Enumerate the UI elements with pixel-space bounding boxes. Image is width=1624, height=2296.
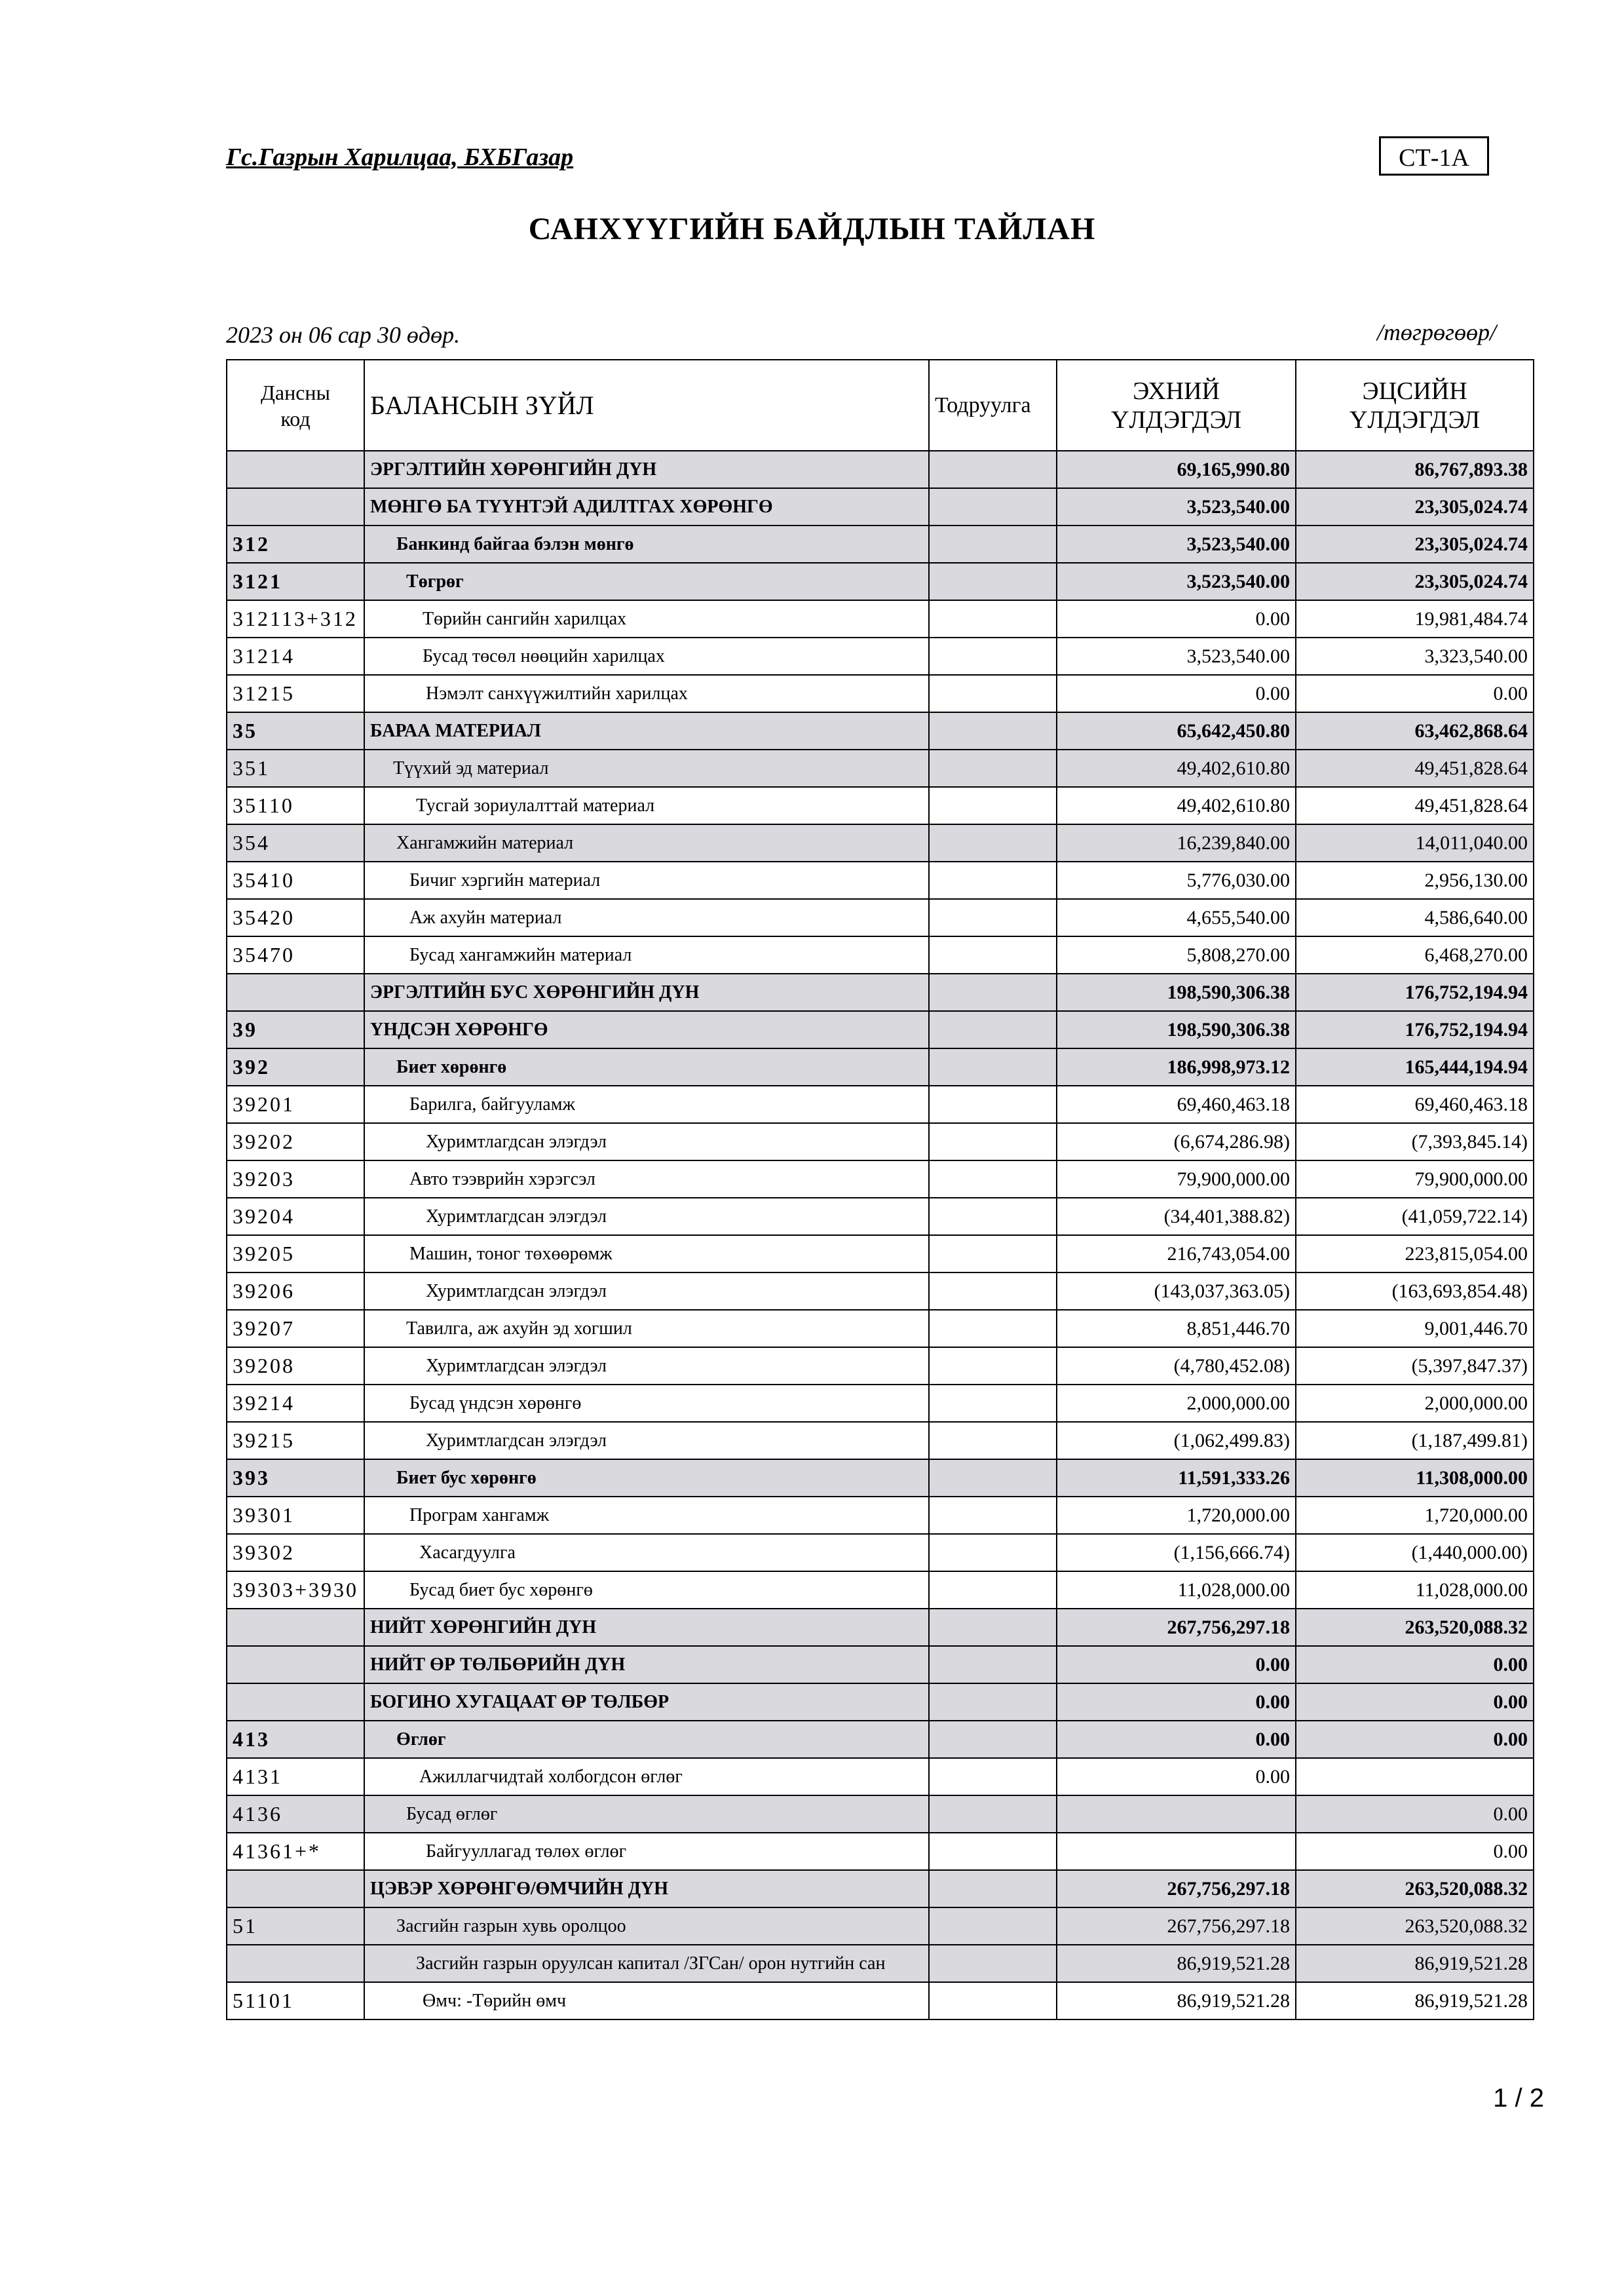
table-row <box>227 1310 1534 1347</box>
closing-balance-cell: 263,520,088.32 <box>1296 1609 1534 1646</box>
note-cell <box>929 712 1057 750</box>
balance-item-cell: Програм хангамж <box>364 1497 929 1534</box>
note-cell <box>929 1459 1057 1497</box>
opening-balance-cell: 3,523,540.00 <box>1057 488 1296 526</box>
table-row <box>227 1982 1534 2019</box>
balance-item-cell: НИЙТ ӨР ТӨЛБӨРИЙН ДҮН <box>364 1646 929 1683</box>
balance-item-cell: Барилга, байгууламж <box>364 1086 929 1123</box>
opening-balance-cell: 69,165,990.80 <box>1057 451 1296 488</box>
currency-unit: /төгрөгөөр/ <box>1376 319 1496 345</box>
table-row <box>227 1721 1534 1758</box>
opening-balance-cell: 49,402,610.80 <box>1057 750 1296 787</box>
opening-balance-cell: 267,756,297.18 <box>1057 1907 1296 1945</box>
table-row <box>227 899 1534 936</box>
note-cell <box>929 1048 1057 1086</box>
closing-balance-cell: 49,451,828.64 <box>1296 750 1534 787</box>
note-cell <box>929 1795 1057 1833</box>
account-code-cell: 41361+* <box>227 1833 364 1870</box>
closing-balance-cell: (1,187,499.81) <box>1296 1422 1534 1459</box>
table-row <box>227 1422 1534 1459</box>
table-row <box>227 1347 1534 1385</box>
opening-balance-cell: 267,756,297.18 <box>1057 1870 1296 1907</box>
balance-item-cell: Хуримтлагдсан элэгдэл <box>364 1422 929 1459</box>
table-row <box>227 1870 1534 1907</box>
opening-balance-cell: (34,401,388.82) <box>1057 1198 1296 1235</box>
closing-balance-cell: (1,440,000.00) <box>1296 1534 1534 1571</box>
closing-balance-cell: 86,919,521.28 <box>1296 1945 1534 1982</box>
balance-item-cell: Бусад биет бус хөрөнгө <box>364 1571 929 1609</box>
closing-balance-cell: 0.00 <box>1296 1683 1534 1721</box>
note-cell <box>929 1272 1057 1310</box>
column-header-closing-line2: ҮЛДЭГДЭЛ <box>1349 406 1481 434</box>
table-row <box>227 936 1534 974</box>
closing-balance-cell: 4,586,640.00 <box>1296 899 1534 936</box>
table-row <box>227 1459 1534 1497</box>
opening-balance-cell: 0.00 <box>1057 1646 1296 1683</box>
account-code-cell: 392 <box>227 1048 364 1086</box>
opening-balance-cell: 4,655,540.00 <box>1057 899 1296 936</box>
note-cell <box>929 1646 1057 1683</box>
balance-item-cell: Хуримтлагдсан элэгдэл <box>364 1198 929 1235</box>
balance-item-cell: Байгууллагад төлөх өглөг <box>364 1833 929 1870</box>
form-code-box: СТ-1А <box>1379 136 1489 176</box>
closing-balance-cell: 0.00 <box>1296 1795 1534 1833</box>
closing-balance-cell: 263,520,088.32 <box>1296 1907 1534 1945</box>
opening-balance-cell <box>1057 1833 1296 1870</box>
note-cell <box>929 1235 1057 1272</box>
closing-balance-cell: 63,462,868.64 <box>1296 712 1534 750</box>
table-row <box>227 1683 1534 1721</box>
balance-item-cell: Авто тээврийн хэрэгсэл <box>364 1160 929 1198</box>
account-code-cell: 39 <box>227 1011 364 1048</box>
balance-item-cell: Засгийн газрын оруулсан капитал /ЗГСан/ орон нутгийн сан <box>364 1945 929 1982</box>
note-cell <box>929 638 1057 675</box>
column-header-opening-line1: ЭХНИЙ <box>1133 377 1220 405</box>
balance-item-cell: МӨНГӨ БА ТҮҮНТЭЙ АДИЛТГАХ ХӨРӨНГӨ <box>364 488 929 526</box>
note-cell <box>929 750 1057 787</box>
balance-item-cell: Бичиг хэргийн материал <box>364 862 929 899</box>
table-row <box>227 1571 1534 1609</box>
note-cell <box>929 1422 1057 1459</box>
balance-item-cell: Бусад хангамжийн материал <box>364 936 929 974</box>
account-code-cell: 4136 <box>227 1795 364 1833</box>
organization-name: Гс.Газрын Харилцаа, БХБГазар <box>226 144 574 171</box>
balance-table-body <box>227 451 1534 2019</box>
account-code-cell: 4131 <box>227 1758 364 1795</box>
closing-balance-cell: 0.00 <box>1296 675 1534 712</box>
note-cell <box>929 675 1057 712</box>
table-row <box>227 1198 1534 1235</box>
table-row <box>227 1534 1534 1571</box>
column-header-opening-line2: ҮЛДЭГДЭЛ <box>1110 406 1242 434</box>
balance-item-cell: Ажиллагчидтай холбогдсон өглөг <box>364 1758 929 1795</box>
balance-item-cell: ҮНДСЭН ХӨРӨНГӨ <box>364 1011 929 1048</box>
closing-balance-cell: 79,900,000.00 <box>1296 1160 1534 1198</box>
note-cell <box>929 1721 1057 1758</box>
opening-balance-cell: 0.00 <box>1057 1721 1296 1758</box>
opening-balance-cell: 216,743,054.00 <box>1057 1235 1296 1272</box>
note-cell <box>929 1833 1057 1870</box>
account-code-cell <box>227 974 364 1011</box>
opening-balance-cell: 3,523,540.00 <box>1057 563 1296 600</box>
account-code-cell: 312 <box>227 526 364 563</box>
balance-item-cell: Төрийн сангийн харилцах <box>364 600 929 638</box>
column-header-closing-balance <box>1296 360 1534 451</box>
closing-balance-cell: 2,000,000.00 <box>1296 1385 1534 1422</box>
note-cell <box>929 1497 1057 1534</box>
opening-balance-cell: (143,037,363.05) <box>1057 1272 1296 1310</box>
closing-balance-cell: 223,815,054.00 <box>1296 1235 1534 1272</box>
closing-balance-cell: 1,720,000.00 <box>1296 1497 1534 1534</box>
balance-item-cell: Биет хөрөнгө <box>364 1048 929 1086</box>
closing-balance-cell: 19,981,484.74 <box>1296 600 1534 638</box>
opening-balance-cell: 0.00 <box>1057 600 1296 638</box>
balance-item-cell: Хуримтлагдсан элэгдэл <box>364 1272 929 1310</box>
account-code-cell: 35470 <box>227 936 364 974</box>
table-row <box>227 750 1534 787</box>
closing-balance-cell: 49,451,828.64 <box>1296 787 1534 824</box>
table-row <box>227 1123 1534 1160</box>
opening-balance-cell: 11,591,333.26 <box>1057 1459 1296 1497</box>
balance-item-cell: Бусад өглөг <box>364 1795 929 1833</box>
balance-item-cell: Тавилга, аж ахуйн эд хогшил <box>364 1310 929 1347</box>
closing-balance-cell: (163,693,854.48) <box>1296 1272 1534 1310</box>
account-code-cell <box>227 1646 364 1683</box>
closing-balance-cell: 0.00 <box>1296 1646 1534 1683</box>
account-code-cell: 51101 <box>227 1982 364 2019</box>
account-code-cell: 312113+312 <box>227 600 364 638</box>
note-cell <box>929 526 1057 563</box>
account-code-cell: 35410 <box>227 862 364 899</box>
note-cell <box>929 936 1057 974</box>
balance-item-cell: Хасагдуулга <box>364 1534 929 1571</box>
note-cell <box>929 974 1057 1011</box>
closing-balance-cell: (7,393,845.14) <box>1296 1123 1534 1160</box>
account-code-cell: 31214 <box>227 638 364 675</box>
balance-item-cell: Төгрөг <box>364 563 929 600</box>
opening-balance-cell: 69,460,463.18 <box>1057 1086 1296 1123</box>
closing-balance-cell: 165,444,194.94 <box>1296 1048 1534 1086</box>
note-cell <box>929 451 1057 488</box>
opening-balance-cell: 3,523,540.00 <box>1057 638 1296 675</box>
balance-item-cell: Хангамжийн материал <box>364 824 929 862</box>
column-header-closing-line1: ЭЦСИЙН <box>1362 377 1467 405</box>
note-cell <box>929 1870 1057 1907</box>
balance-item-cell: Нэмэлт санхүүжилтийн харилцах <box>364 675 929 712</box>
closing-balance-cell: 176,752,194.94 <box>1296 974 1534 1011</box>
account-code-cell: 39205 <box>227 1235 364 1272</box>
table-row <box>227 600 1534 638</box>
opening-balance-cell: (1,062,499.83) <box>1057 1422 1296 1459</box>
account-code-cell: 393 <box>227 1459 364 1497</box>
note-cell <box>929 1907 1057 1945</box>
account-code-cell: 51 <box>227 1907 364 1945</box>
closing-balance-cell: 11,028,000.00 <box>1296 1571 1534 1609</box>
opening-balance-cell: 86,919,521.28 <box>1057 1982 1296 2019</box>
note-cell <box>929 1011 1057 1048</box>
closing-balance-cell: 0.00 <box>1296 1721 1534 1758</box>
balance-item-cell: Банкинд байгаа бэлэн мөнгө <box>364 526 929 563</box>
note-cell <box>929 824 1057 862</box>
account-code-cell: 351 <box>227 750 364 787</box>
column-header-opening-balance <box>1057 360 1296 451</box>
balance-item-cell: Аж ахуйн материал <box>364 899 929 936</box>
closing-balance-cell: 14,011,040.00 <box>1296 824 1534 862</box>
account-code-cell: 39204 <box>227 1198 364 1235</box>
closing-balance-cell <box>1296 1758 1534 1795</box>
note-cell <box>929 1609 1057 1646</box>
opening-balance-cell: 198,590,306.38 <box>1057 974 1296 1011</box>
note-cell <box>929 899 1057 936</box>
closing-balance-cell: 23,305,024.74 <box>1296 526 1534 563</box>
closing-balance-cell: 6,468,270.00 <box>1296 936 1534 974</box>
note-cell <box>929 1086 1057 1123</box>
opening-balance-cell: 5,776,030.00 <box>1057 862 1296 899</box>
account-code-cell: 3121 <box>227 563 364 600</box>
table-row <box>227 563 1534 600</box>
account-code-cell: 35 <box>227 712 364 750</box>
opening-balance-cell: 1,720,000.00 <box>1057 1497 1296 1534</box>
table-row <box>227 1160 1534 1198</box>
opening-balance-cell: 0.00 <box>1057 1683 1296 1721</box>
closing-balance-cell: 23,305,024.74 <box>1296 563 1534 600</box>
table-row <box>227 451 1534 488</box>
note-cell <box>929 600 1057 638</box>
note-cell <box>929 1683 1057 1721</box>
note-cell <box>929 1571 1057 1609</box>
table-row <box>227 1086 1534 1123</box>
account-code-cell <box>227 1609 364 1646</box>
balance-item-cell: Машин, тоног төхөөрөмж <box>364 1235 929 1272</box>
closing-balance-cell: 86,919,521.28 <box>1296 1982 1534 2019</box>
account-code-cell: 35420 <box>227 899 364 936</box>
closing-balance-cell: (5,397,847.37) <box>1296 1347 1534 1385</box>
table-row <box>227 488 1534 526</box>
opening-balance-cell: (4,780,452.08) <box>1057 1347 1296 1385</box>
balance-item-cell: Бусад төсөл нөөцийн харилцах <box>364 638 929 675</box>
table-row <box>227 1758 1534 1795</box>
closing-balance-cell: 2,956,130.00 <box>1296 862 1534 899</box>
opening-balance-cell: 2,000,000.00 <box>1057 1385 1296 1422</box>
table-row <box>227 1833 1534 1870</box>
account-code-cell: 39203 <box>227 1160 364 1198</box>
table-row <box>227 1609 1534 1646</box>
opening-balance-cell: 186,998,973.12 <box>1057 1048 1296 1086</box>
account-code-cell: 39303+3930 <box>227 1571 364 1609</box>
balance-item-cell: Өглөг <box>364 1721 929 1758</box>
table-row <box>227 824 1534 862</box>
closing-balance-cell: 9,001,446.70 <box>1296 1310 1534 1347</box>
table-row <box>227 1907 1534 1945</box>
note-cell <box>929 862 1057 899</box>
table-header-row <box>227 360 1534 451</box>
opening-balance-cell: 79,900,000.00 <box>1057 1160 1296 1198</box>
note-cell <box>929 1945 1057 1982</box>
note-cell <box>929 1198 1057 1235</box>
page-number: 1 / 2 <box>1493 2084 1544 2113</box>
balance-item-cell: Хуримтлагдсан элэгдэл <box>364 1123 929 1160</box>
balance-item-cell: Бусад үндсэн хөрөнгө <box>364 1385 929 1422</box>
account-code-cell <box>227 1945 364 1982</box>
column-header-code-line1: Дансны <box>261 380 331 404</box>
closing-balance-cell: 23,305,024.74 <box>1296 488 1534 526</box>
table-row <box>227 638 1534 675</box>
table-row <box>227 1497 1534 1534</box>
balance-item-cell: Түүхий эд материал <box>364 750 929 787</box>
closing-balance-cell: 0.00 <box>1296 1833 1534 1870</box>
balance-item-cell: Биет бус хөрөнгө <box>364 1459 929 1497</box>
note-cell <box>929 1385 1057 1422</box>
note-cell <box>929 1123 1057 1160</box>
closing-balance-cell: 86,767,893.38 <box>1296 451 1534 488</box>
table-row <box>227 862 1534 899</box>
report-date: 2023 он 06 сар 30 өдөр. <box>226 322 461 348</box>
account-code-cell <box>227 451 364 488</box>
closing-balance-cell: (41,059,722.14) <box>1296 1198 1534 1235</box>
account-code-cell: 35110 <box>227 787 364 824</box>
account-code-cell: 39215 <box>227 1422 364 1459</box>
opening-balance-cell: 16,239,840.00 <box>1057 824 1296 862</box>
opening-balance-cell: 198,590,306.38 <box>1057 1011 1296 1048</box>
table-row <box>227 1795 1534 1833</box>
balance-item-cell: БОГИНО ХУГАЦААТ ӨР ТӨЛБӨР <box>364 1683 929 1721</box>
column-header-code-line2: код <box>280 406 311 430</box>
account-code-cell: 39206 <box>227 1272 364 1310</box>
table-row <box>227 526 1534 563</box>
balance-item-cell: НИЙТ ХӨРӨНГИЙН ДҮН <box>364 1609 929 1646</box>
account-code-cell <box>227 1683 364 1721</box>
account-code-cell: 354 <box>227 824 364 862</box>
column-header-note: Тодруулга <box>929 360 1057 451</box>
account-code-cell: 39207 <box>227 1310 364 1347</box>
note-cell <box>929 488 1057 526</box>
closing-balance-cell: 3,323,540.00 <box>1296 638 1534 675</box>
note-cell <box>929 1310 1057 1347</box>
closing-balance-cell: 69,460,463.18 <box>1296 1086 1534 1123</box>
opening-balance-cell: 65,642,450.80 <box>1057 712 1296 750</box>
account-code-cell: 39201 <box>227 1086 364 1123</box>
opening-balance-cell: 267,756,297.18 <box>1057 1609 1296 1646</box>
opening-balance-cell: 5,808,270.00 <box>1057 936 1296 974</box>
table-row <box>227 1272 1534 1310</box>
table-row <box>227 1945 1534 1982</box>
table-row <box>227 675 1534 712</box>
balance-item-cell: Засгийн газрын хувь оролцоо <box>364 1907 929 1945</box>
account-code-cell: 413 <box>227 1721 364 1758</box>
account-code-cell <box>227 1870 364 1907</box>
table-row <box>227 974 1534 1011</box>
note-cell <box>929 1534 1057 1571</box>
column-header-code <box>227 360 364 451</box>
opening-balance-cell: 0.00 <box>1057 1758 1296 1795</box>
opening-balance-cell: 3,523,540.00 <box>1057 526 1296 563</box>
opening-balance-cell: 11,028,000.00 <box>1057 1571 1296 1609</box>
opening-balance-cell <box>1057 1795 1296 1833</box>
account-code-cell: 39214 <box>227 1385 364 1422</box>
account-code-cell: 39302 <box>227 1534 364 1571</box>
table-row <box>227 787 1534 824</box>
balance-item-cell: Өмч: -Төрийн өмч <box>364 1982 929 2019</box>
opening-balance-cell: 86,919,521.28 <box>1057 1945 1296 1982</box>
note-cell <box>929 1160 1057 1198</box>
opening-balance-cell: 49,402,610.80 <box>1057 787 1296 824</box>
opening-balance-cell: 0.00 <box>1057 675 1296 712</box>
balance-item-cell: БАРАА МАТЕРИАЛ <box>364 712 929 750</box>
balance-table <box>226 359 1534 2020</box>
balance-item-cell: Тусгай зориулалттай материал <box>364 787 929 824</box>
opening-balance-cell: (1,156,666.74) <box>1057 1534 1296 1571</box>
note-cell <box>929 563 1057 600</box>
note-cell <box>929 1347 1057 1385</box>
table-row <box>227 1646 1534 1683</box>
account-code-cell: 39301 <box>227 1497 364 1534</box>
note-cell <box>929 1758 1057 1795</box>
closing-balance-cell: 11,308,000.00 <box>1296 1459 1534 1497</box>
account-code-cell: 39208 <box>227 1347 364 1385</box>
column-header-item: БАЛАНСЫН ЗҮЙЛ <box>364 360 929 451</box>
balance-item-cell: ЭРГЭЛТИЙН БУС ХӨРӨНГИЙН ДҮН <box>364 974 929 1011</box>
account-code-cell <box>227 488 364 526</box>
table-row <box>227 1011 1534 1048</box>
balance-item-cell: Хуримтлагдсан элэгдэл <box>364 1347 929 1385</box>
closing-balance-cell: 263,520,088.32 <box>1296 1870 1534 1907</box>
table-row <box>227 1048 1534 1086</box>
note-cell <box>929 787 1057 824</box>
table-row <box>227 1235 1534 1272</box>
account-code-cell: 39202 <box>227 1123 364 1160</box>
note-cell <box>929 1982 1057 2019</box>
table-row <box>227 1385 1534 1422</box>
balance-item-cell: ЭРГЭЛТИЙН ХӨРӨНГИЙН ДҮН <box>364 451 929 488</box>
report-title: САНХҮҮГИЙН БАЙДЛЫН ТАЙЛАН <box>528 212 1096 246</box>
opening-balance-cell: 8,851,446.70 <box>1057 1310 1296 1347</box>
closing-balance-cell: 176,752,194.94 <box>1296 1011 1534 1048</box>
account-code-cell: 31215 <box>227 675 364 712</box>
table-row <box>227 712 1534 750</box>
balance-item-cell: ЦЭВЭР ХӨРӨНГӨ/ӨМЧИЙН ДҮН <box>364 1870 929 1907</box>
opening-balance-cell: (6,674,286.98) <box>1057 1123 1296 1160</box>
